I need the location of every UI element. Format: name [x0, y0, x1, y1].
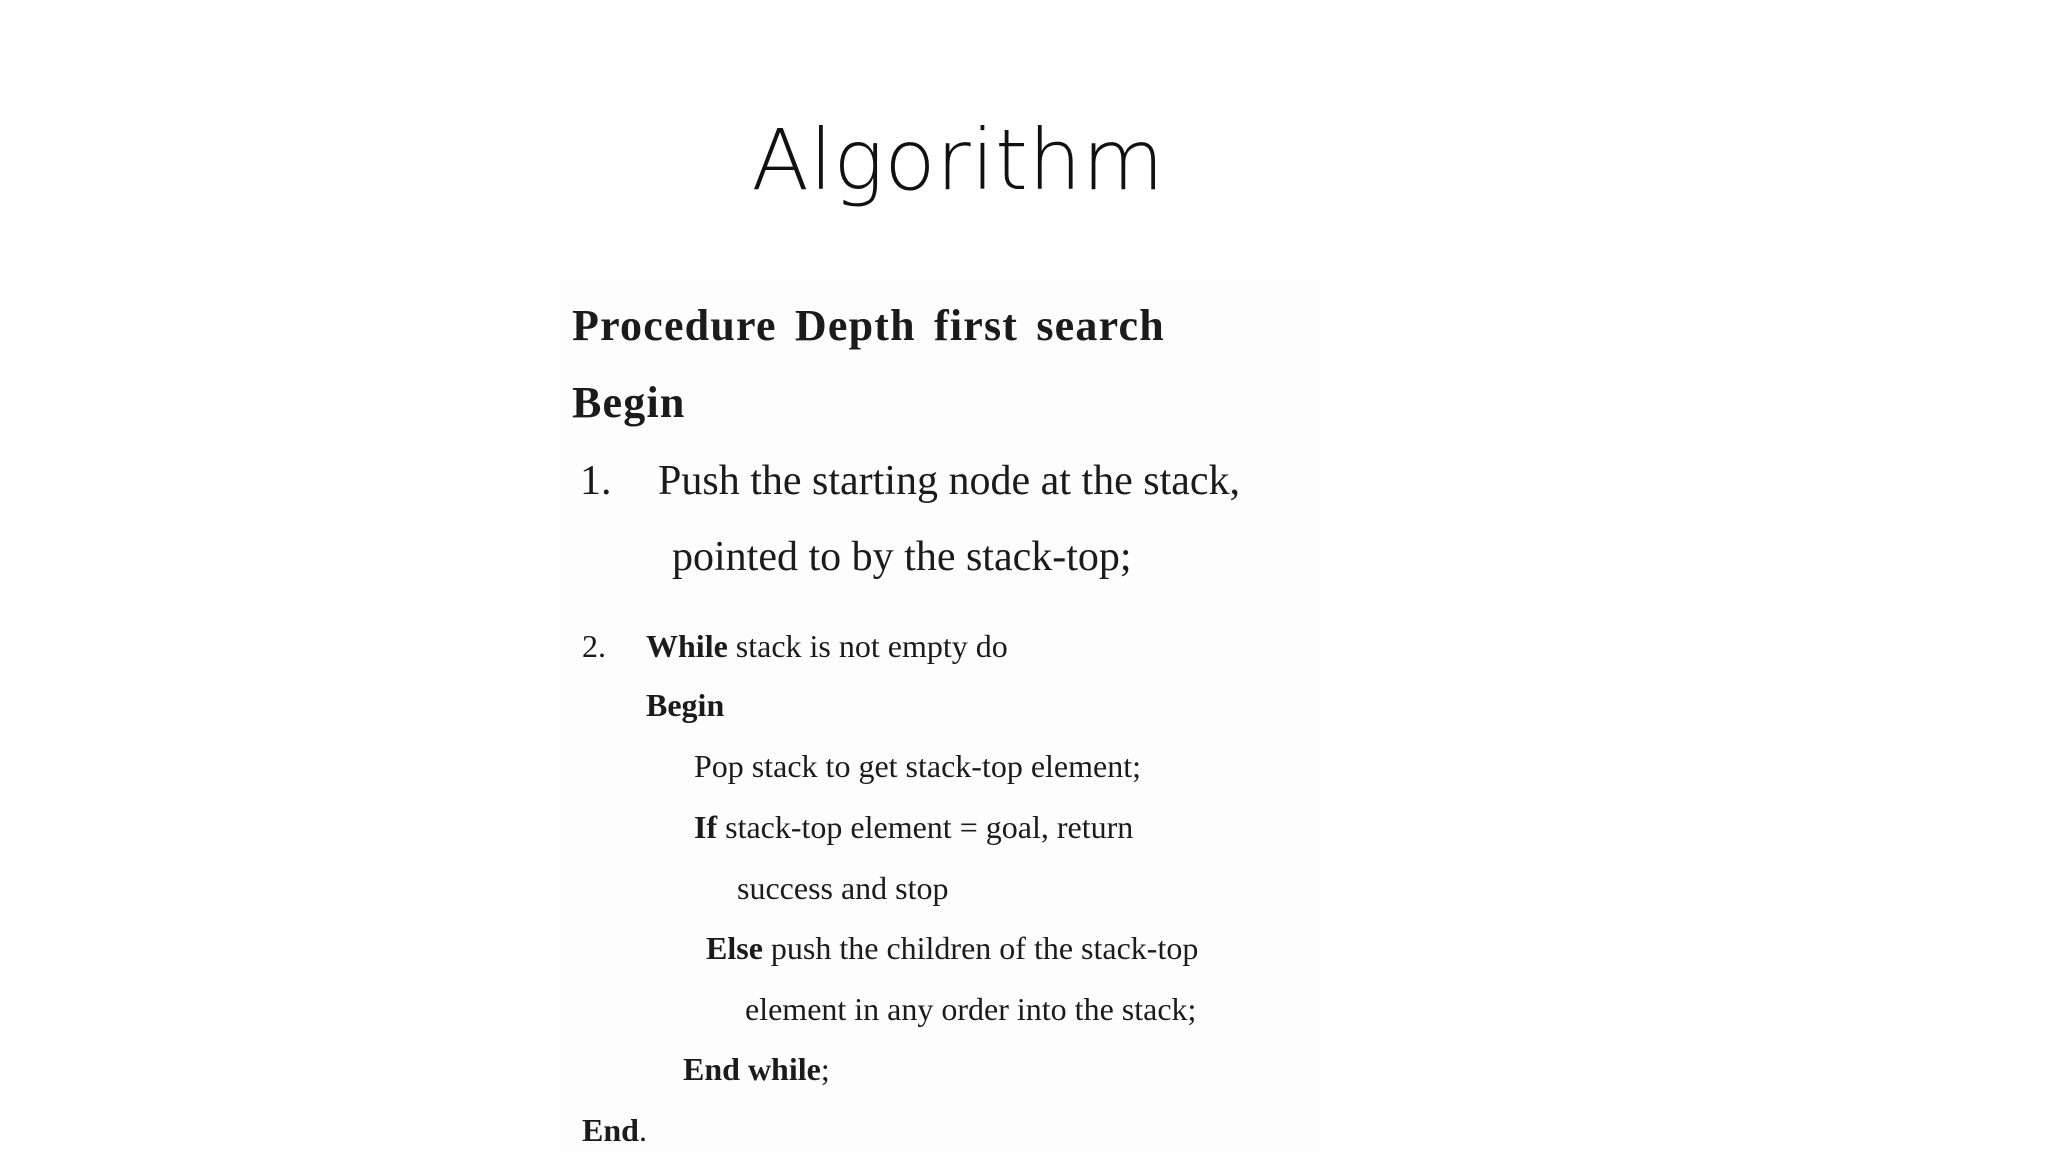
end-punct: . [638, 1112, 647, 1148]
begin-keyword: Begin [572, 378, 686, 427]
if-line [694, 811, 1133, 843]
end-line [582, 1114, 647, 1146]
while-keyword: While [646, 628, 728, 664]
end-while-line [683, 1053, 830, 1085]
inner-begin-keyword: Begin [646, 687, 725, 723]
step2-number: 2. [582, 628, 606, 664]
while-condition: stack is not empty do [727, 628, 1008, 664]
slide-title: Algorithm [751, 111, 1165, 209]
inner-begin-line [646, 689, 724, 721]
else-continuation: element in any order into the stack; [745, 991, 1197, 1027]
step1-number: 1. [580, 458, 612, 504]
else-action: push the children of the stack-top [762, 930, 1199, 966]
end-keyword: End [582, 1112, 639, 1148]
end-while-keyword: End while [683, 1051, 821, 1087]
pop-line: Pop stack to get stack-top element; [694, 748, 1141, 784]
end-while-punct: ; [820, 1051, 830, 1087]
if-condition: stack-top element = goal, return [717, 809, 1134, 845]
if-continuation: success and stop [737, 870, 949, 906]
if-keyword: If [694, 809, 718, 845]
procedure-title: Procedure Depth first search [572, 301, 1165, 350]
step1-line2: pointed to by the stack-top; [672, 534, 1132, 580]
step1-line1: Push the starting node at the stack, [658, 458, 1241, 504]
else-line [706, 932, 1198, 964]
algorithm-image [560, 280, 1320, 1152]
step2-while-line [646, 630, 1008, 662]
else-keyword: Else [706, 930, 763, 966]
